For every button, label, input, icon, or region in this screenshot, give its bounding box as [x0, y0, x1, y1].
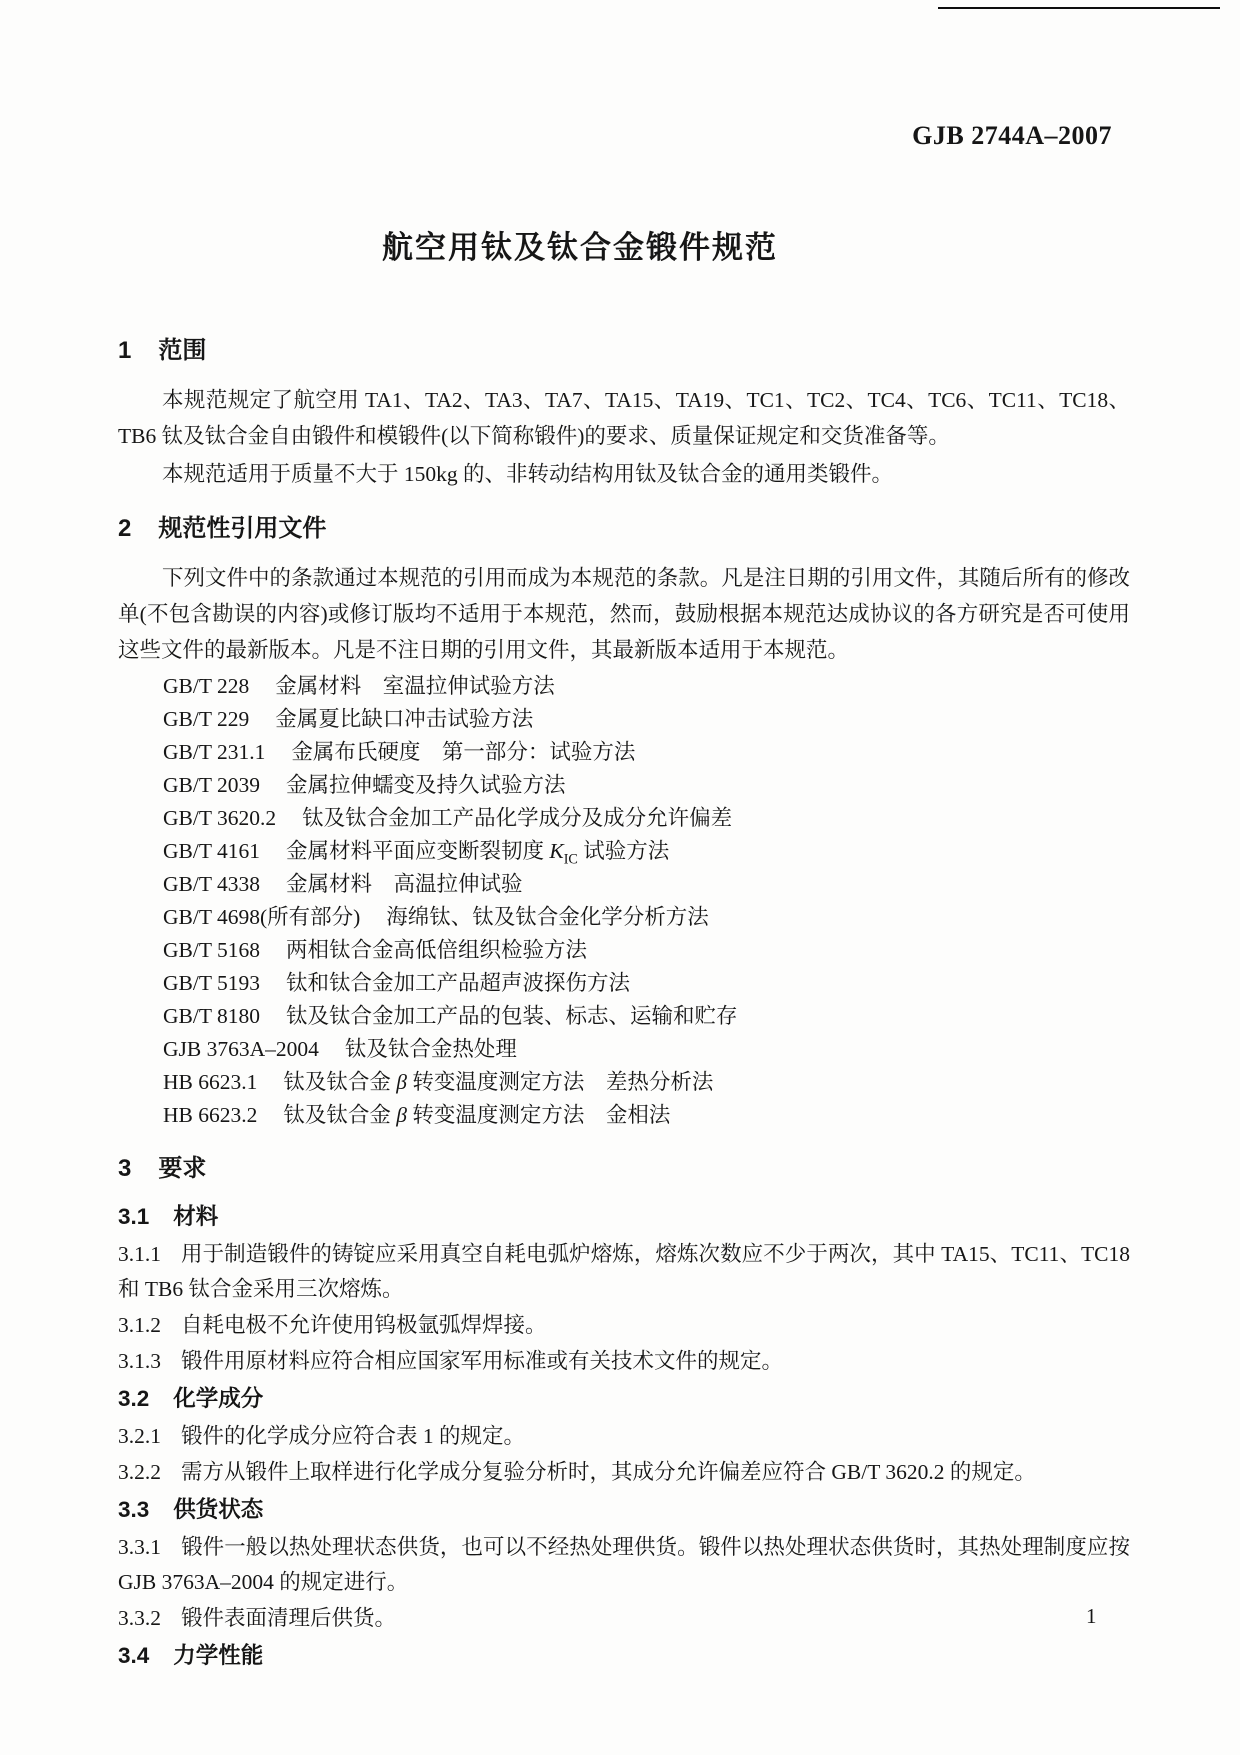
- section-heading: [118, 1154, 1130, 1184]
- standard-code: GB/T 3620.2: [163, 806, 277, 830]
- standard-code: GJB 3763A–2004: [163, 1037, 319, 1061]
- clause-number: 3.1.1: [118, 1242, 161, 1266]
- text: 钛及钛合金 β 转变温度测定方法 金相法: [283, 1103, 671, 1127]
- text: 力学性能: [173, 1643, 264, 1668]
- clause-heading: [118, 1493, 1130, 1527]
- standard-code: GB/T 8180: [163, 1004, 260, 1028]
- document-body: [118, 332, 1130, 1676]
- clause-paragraph: [118, 1601, 1130, 1636]
- standard-code: GB/T 4161: [163, 839, 260, 863]
- text: 两相钛合金高低倍组织检验方法: [285, 938, 587, 962]
- reference-item: [118, 1000, 1130, 1033]
- clause-heading: [118, 1382, 1130, 1416]
- reference-item: [118, 934, 1130, 967]
- header-rule: [938, 7, 1220, 9]
- section-heading: [118, 336, 1130, 366]
- clause-number: 2: [118, 515, 132, 542]
- standard-code: GB/T 2039: [163, 773, 260, 797]
- clause-number: 3.2: [118, 1386, 150, 1411]
- text: 锻件一般以热处理状态供货，也可以不经热处理供货。锻件以热处理状态供货时，其热处理制度应按 GJB 3763A–2004 的规定进行。: [118, 1535, 1130, 1594]
- reference-item: [118, 670, 1130, 703]
- clause-paragraph: [118, 1308, 1130, 1343]
- standard-code: GB/T 5168: [163, 938, 260, 962]
- page-number: 1: [1086, 1604, 1097, 1628]
- paragraph: [118, 456, 1130, 492]
- clause-paragraph: [118, 1455, 1130, 1490]
- text: 金属材料 高温拉伸试验: [285, 872, 523, 896]
- text: 下列文件中的条款通过本规范的引用而成为本规范的条款。凡是注日期的引用文件，其随后所有的修改单(不包含勘误的内容)或修订版均不适用于本规范，然而，鼓励根据本规范达成协议的各方研究是否可使用这些文件的最新版本。凡是不注日期的引用文件，其最新版本适用于本规范。: [118, 566, 1130, 662]
- clause-number: 3.3.1: [118, 1535, 161, 1559]
- text: 本规范适用于质量不大于 150kg 的、非转动结构用钛及钛合金的通用类锻件。: [162, 462, 894, 486]
- standard-code: GB/T 228: [163, 674, 250, 698]
- standard-code: GB/T 231.1: [163, 740, 266, 764]
- text: 钛及钛合金 β 转变温度测定方法 差热分析法: [283, 1070, 714, 1094]
- text: 锻件表面清理后供货。: [181, 1606, 397, 1630]
- reference-item: [118, 835, 1130, 868]
- text: 金属夏比缺口冲击试验方法: [275, 707, 534, 731]
- text: 供货状态: [173, 1497, 264, 1522]
- reference-item: [118, 769, 1130, 802]
- text: 金属拉伸蠕变及持久试验方法: [285, 773, 566, 797]
- clause-paragraph: [118, 1237, 1130, 1307]
- clause-number: 3.3.2: [118, 1606, 161, 1630]
- text: 化学成分: [173, 1386, 264, 1411]
- text: 钛和钛合金加工产品超声波探伤方法: [285, 971, 630, 995]
- reference-item: [118, 1099, 1130, 1132]
- paragraph: [118, 382, 1130, 454]
- document-title: 航空用钛及钛合金锻件规范: [382, 230, 778, 265]
- standard-code: GB/T 4698(所有部分): [163, 905, 361, 929]
- reference-item: [118, 736, 1130, 769]
- text: 锻件的化学成分应符合表 1 的规定。: [181, 1424, 526, 1448]
- standard-code: GB/T 229: [163, 707, 250, 731]
- paragraph: [118, 560, 1130, 668]
- text: 金属布氏硬度 第一部分：试验方法: [291, 740, 636, 764]
- clause-number: 3.4: [118, 1643, 150, 1668]
- reference-item: [118, 901, 1130, 934]
- text: 金属材料平面应变断裂韧度 $K_{IC}$ 试验方法: [285, 839, 670, 868]
- text: 自耗电极不允许使用钨极氩弧焊焊接。: [181, 1313, 547, 1337]
- standard-code: HB 6623.2: [163, 1103, 258, 1127]
- clause-number: 3.1.3: [118, 1349, 161, 1373]
- clause-paragraph: [118, 1344, 1130, 1379]
- clause-heading: [118, 1639, 1130, 1673]
- standard-code: GB/T 5193: [163, 971, 260, 995]
- text: 范围: [158, 337, 207, 364]
- doc-number: GJB 2744A–2007: [912, 121, 1112, 150]
- clause-number: 3.2.1: [118, 1424, 161, 1448]
- reference-item: [118, 1066, 1130, 1099]
- clause-paragraph: [118, 1419, 1130, 1454]
- text: 要求: [158, 1155, 207, 1182]
- text: 金属材料 室温拉伸试验方法: [275, 674, 555, 698]
- reference-item: [118, 802, 1130, 835]
- clause-number: 3.3: [118, 1497, 150, 1522]
- clause-number: 3.1: [118, 1204, 150, 1229]
- text: 钛及钛合金加工产品化学成分及成分允许偏差: [302, 806, 733, 830]
- clause-heading: [118, 1200, 1130, 1234]
- reference-item: [118, 703, 1130, 736]
- text: 海绵钛、钛及钛合金化学分析方法: [386, 905, 709, 929]
- section-heading: [118, 514, 1130, 544]
- text: 需方从锻件上取样进行化学成分复验分析时，其成分允许偏差应符合 GB/T 3620.2 的规定。: [181, 1460, 1036, 1484]
- text: 材料: [173, 1204, 219, 1229]
- reference-item: [118, 967, 1130, 1000]
- standard-code: HB 6623.1: [163, 1070, 258, 1094]
- clause-number: 3.2.2: [118, 1460, 161, 1484]
- clause-paragraph: [118, 1530, 1130, 1600]
- text: 用于制造锻件的铸锭应采用真空自耗电弧炉熔炼，熔炼次数应不少于两次，其中 TA15、TC11、TC18 和 TB6 钛合金采用三次熔炼。: [118, 1242, 1130, 1301]
- reference-item: [118, 1033, 1130, 1066]
- text: 锻件用原材料应符合相应国家军用标准或有关技术文件的规定。: [181, 1349, 784, 1373]
- clause-number: 1: [118, 337, 132, 364]
- text: 规范性引用文件: [158, 515, 327, 542]
- clause-number: 3.1.2: [118, 1313, 161, 1337]
- reference-item: [118, 868, 1130, 901]
- clause-number: 3: [118, 1155, 132, 1182]
- text: 钛及钛合金热处理: [344, 1037, 517, 1061]
- standard-code: GB/T 4338: [163, 872, 260, 896]
- text: 钛及钛合金加工产品的包装、标志、运输和贮存: [285, 1004, 738, 1028]
- text: 本规范规定了航空用 TA1、TA2、TA3、TA7、TA15、TA19、TC1、TC2、TC4、TC6、TC11、TC18、TB6 钛及钛合金自由锻件和模锻件(以下简称锻件)的要求、质量保证规定和交货准备等。: [118, 388, 1130, 448]
